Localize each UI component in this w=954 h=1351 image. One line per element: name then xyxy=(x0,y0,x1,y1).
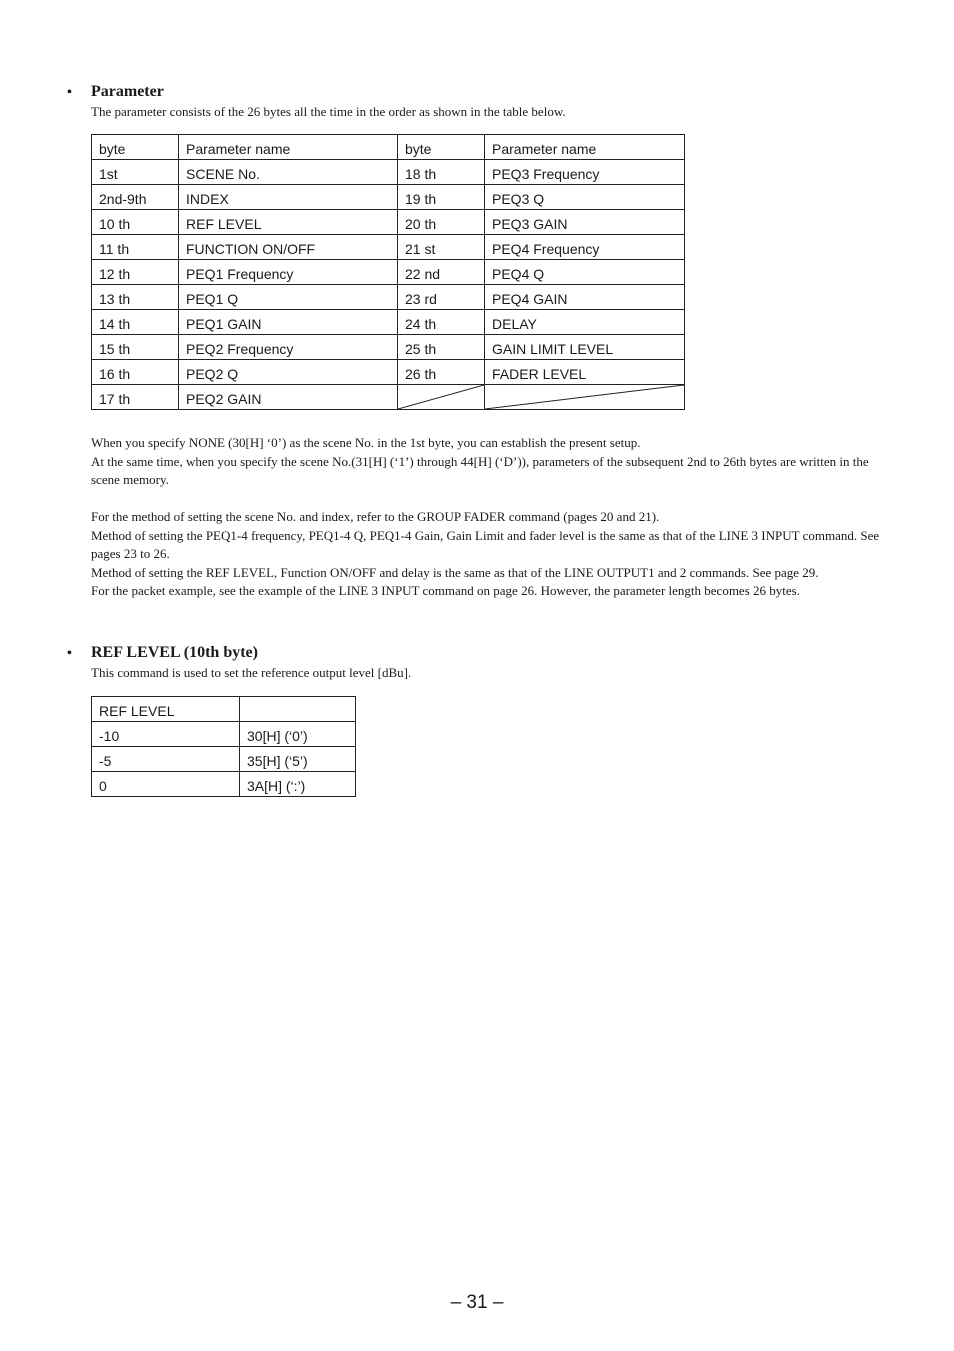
table-cell: 3A[H] (‘:’) xyxy=(240,772,356,797)
table-row xyxy=(92,360,685,385)
table-row xyxy=(92,747,356,772)
ref-level-section xyxy=(67,643,882,682)
empty-cell-diagonal xyxy=(485,385,685,410)
table-cell: PEQ3 GAIN xyxy=(485,210,685,235)
note-paragraph: For the packet example, see the example of the LINE 3 INPUT command on page 26. However, the parameter length becomes 26 bytes. xyxy=(91,583,800,598)
table-cell: PEQ1 GAIN xyxy=(179,310,398,335)
table-cell: -10 xyxy=(92,722,240,747)
table-cell: PEQ2 Q xyxy=(179,360,398,385)
ref-level-heading-text: REF LEVEL (10th byte) xyxy=(91,644,258,661)
parameter-heading-text: Parameter xyxy=(91,83,164,100)
header-cell: Parameter name xyxy=(179,135,398,160)
table-row xyxy=(92,385,685,410)
table-header-row xyxy=(92,135,685,160)
table-cell: 1st xyxy=(92,160,179,185)
bullet-icon: • xyxy=(67,646,72,661)
table-cell: PEQ2 GAIN xyxy=(179,385,398,410)
parameter-intro: The parameter consists of the 26 bytes all the time in the order as shown in the table below. xyxy=(91,104,566,119)
header-cell: byte xyxy=(398,135,485,160)
table-cell: PEQ3 Frequency xyxy=(485,160,685,185)
table-cell: 0 xyxy=(92,772,240,797)
empty-cell-diagonal xyxy=(398,385,485,410)
table-cell: 12 th xyxy=(92,260,179,285)
table-cell: 30[H] (‘0’) xyxy=(240,722,356,747)
table-cell: INDEX xyxy=(179,185,398,210)
table-cell: PEQ2 Frequency xyxy=(179,335,398,360)
table-cell: FUNCTION ON/OFF xyxy=(179,235,398,260)
table-row xyxy=(92,335,685,360)
table-cell: PEQ4 Q xyxy=(485,260,685,285)
table-header-row xyxy=(92,697,356,722)
table-cell: 16 th xyxy=(92,360,179,385)
table-row xyxy=(92,260,685,285)
table-cell: 14 th xyxy=(92,310,179,335)
note-paragraph: When you specify NONE (30[H] ‘0’) as the scene No. in the 1st byte, you can establish the present setup. xyxy=(91,435,641,450)
table-cell: 11 th xyxy=(92,235,179,260)
table-cell: 21 st xyxy=(398,235,485,260)
table-row xyxy=(92,160,685,185)
table-cell: FADER LEVEL xyxy=(485,360,685,385)
table-row xyxy=(92,722,356,747)
table-cell: 20 th xyxy=(398,210,485,235)
parameter-table xyxy=(91,134,685,410)
parameter-section xyxy=(67,82,882,121)
ref-level-intro: This command is used to set the reference output level [dBu]. xyxy=(91,665,412,680)
table-cell: GAIN LIMIT LEVEL xyxy=(485,335,685,360)
note-paragraph: At the same time, when you specify the scene No.(31[H] (‘1’) through 44[H] (‘D’)), parameters of the subsequent 2nd to 26th bytes are written in the scene memory. xyxy=(91,453,869,487)
table-row xyxy=(92,235,685,260)
table-cell: 25 th xyxy=(398,335,485,360)
header-cell: Parameter name xyxy=(485,135,685,160)
table-cell: 2nd-9th xyxy=(92,185,179,210)
table-cell: 15 th xyxy=(92,335,179,360)
header-cell: REF LEVEL xyxy=(92,697,240,722)
table-cell: SCENE No. xyxy=(179,160,398,185)
ref-level-heading xyxy=(67,643,882,664)
table-cell: PEQ3 Q xyxy=(485,185,685,210)
parameter-heading xyxy=(67,82,882,103)
table-cell: 19 th xyxy=(398,185,485,210)
table-cell: 10 th xyxy=(92,210,179,235)
table-cell: 13 th xyxy=(92,285,179,310)
table-cell: 23 rd xyxy=(398,285,485,310)
table-cell: REF LEVEL xyxy=(179,210,398,235)
page-number: – 31 – xyxy=(450,1292,504,1313)
table-row xyxy=(92,285,685,310)
table-row xyxy=(92,185,685,210)
note-paragraph: For the method of setting the scene No. and index, refer to the GROUP FADER command (pages 20 and 21). xyxy=(91,509,660,524)
table-cell: DELAY xyxy=(485,310,685,335)
table-cell: 18 th xyxy=(398,160,485,185)
table-row xyxy=(92,310,685,335)
table-cell: 24 th xyxy=(398,310,485,335)
table-cell: 26 th xyxy=(398,360,485,385)
note-paragraph: Method of setting the PEQ1-4 frequency, PEQ1-4 Q, PEQ1-4 Gain, Gain Limit and fader level is the same as that of the LINE 3 INPUT command. See pages 23 to 26. xyxy=(91,527,880,561)
table-cell: 17 th xyxy=(92,385,179,410)
table-cell: 35[H] (‘5’) xyxy=(240,747,356,772)
bullet-icon: • xyxy=(67,85,72,100)
ref-level-table xyxy=(91,696,356,797)
note-paragraph: Method of setting the REF LEVEL, Function ON/OFF and delay is the same as that of the LINE OUTPUT1 and 2 commands. See page 29. xyxy=(91,564,819,580)
notes-block xyxy=(91,434,881,601)
table-cell: PEQ4 Frequency xyxy=(485,235,685,260)
header-cell: byte xyxy=(92,135,179,160)
table-cell: PEQ1 Frequency xyxy=(179,260,398,285)
table-cell: PEQ1 Q xyxy=(179,285,398,310)
header-cell xyxy=(240,697,356,722)
table-cell: PEQ4 GAIN xyxy=(485,285,685,310)
table-cell: 22 nd xyxy=(398,260,485,285)
table-cell: -5 xyxy=(92,747,240,772)
table-row xyxy=(92,210,685,235)
table-row xyxy=(92,772,356,797)
